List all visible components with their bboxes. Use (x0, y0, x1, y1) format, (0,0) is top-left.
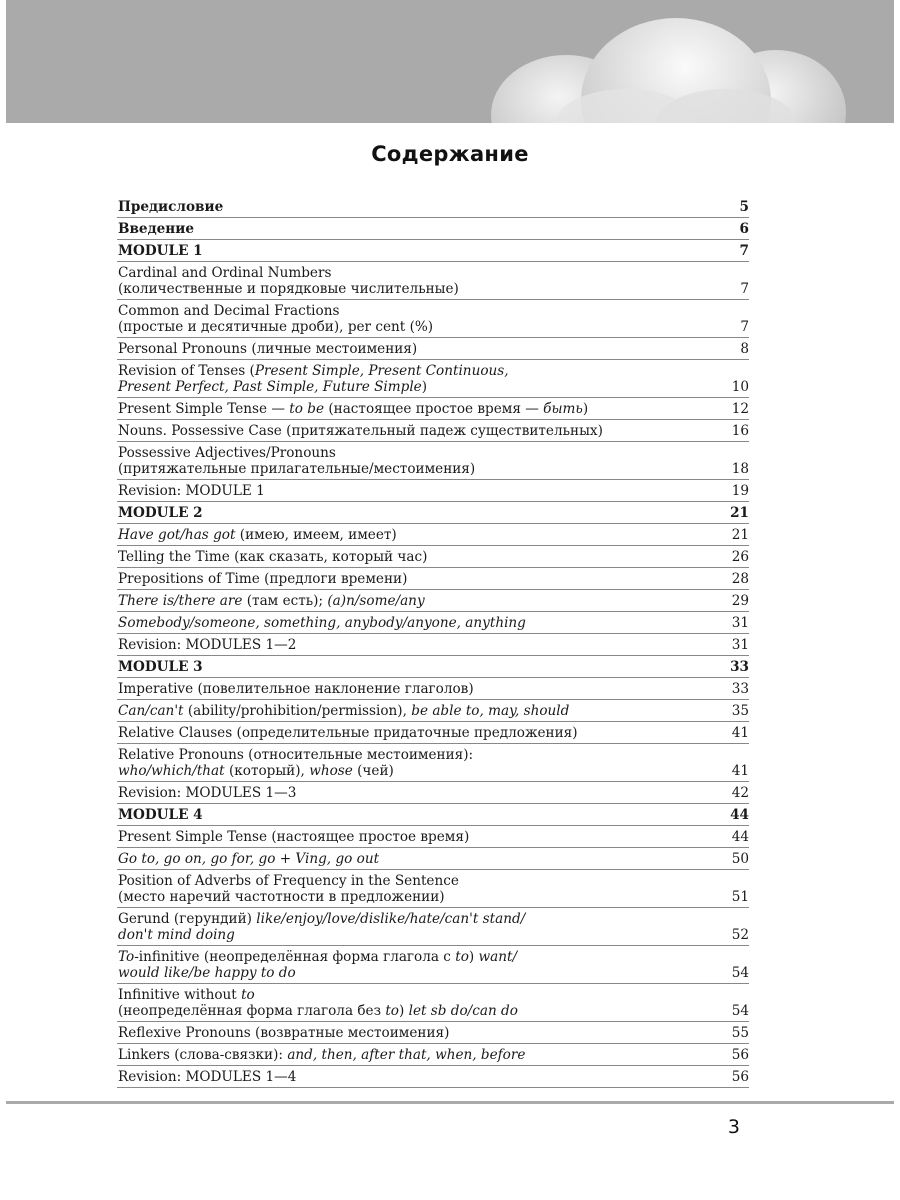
toc-entry-title (118, 615, 713, 631)
toc-entry-page: 55 (731, 1025, 749, 1041)
toc-entry-text: Present Simple, Present Continuous, Present Perfect, Past Simple, Future Simple (118, 363, 509, 395)
toc-entry-text: whose (309, 763, 353, 779)
toc-entry (117, 480, 749, 502)
toc-entry-text: Предисловие (118, 199, 224, 215)
toc-entry-title (118, 1025, 713, 1041)
toc-entry-page: 52 (731, 927, 749, 943)
toc-entry (117, 700, 749, 722)
toc-entry-page: 28 (731, 571, 749, 587)
toc-entry-title (118, 445, 713, 477)
toc-entry-page: 56 (731, 1047, 749, 1063)
toc-entry-text: Present Simple Tense — (118, 401, 290, 417)
toc-entry-title (118, 987, 713, 1019)
toc-entry (117, 546, 749, 568)
toc-entry (117, 744, 749, 782)
toc-entry (117, 300, 749, 338)
toc-entry (117, 398, 749, 420)
toc-entry-text: Revision: MODULES 1—2 (118, 637, 297, 653)
toc-entry (117, 218, 749, 240)
toc-entry-text: Infinitive without (118, 987, 242, 1003)
toc-entry-page: 7 (740, 319, 749, 335)
toc-entry (117, 678, 749, 700)
toc-entry-title (118, 829, 713, 845)
toc-entry-page: 33 (731, 681, 749, 697)
toc-entry-title (118, 265, 713, 297)
toc-entry-text: MODULE 2 (118, 505, 203, 521)
toc-entry-text: MODULE 3 (118, 659, 203, 675)
toc-entry-text: ) (468, 949, 479, 965)
toc-entry-text: Present Simple Tense (настоящее простое время) (118, 829, 470, 845)
toc-entry-page: 16 (731, 423, 749, 439)
toc-entry (117, 360, 749, 398)
toc-entry-page: 21 (730, 505, 749, 521)
toc-entry-text: Linkers (слова-связки): (118, 1047, 288, 1063)
toc-entry-title (118, 221, 713, 237)
toc-entry-text: Gerund (герундий) (118, 911, 257, 927)
toc-entry-text: Common and Decimal Fractions (простые и десятичные дроби), per cent (%) (118, 303, 434, 335)
toc-entry-text: who/which/that (118, 763, 225, 779)
toc-entry-text: MODULE 1 (118, 243, 203, 259)
toc-entry-page: 7 (740, 281, 749, 297)
toc-entry-text: Relative Pronouns (относительные местоимения): (118, 747, 474, 763)
toc-entry-page: 8 (740, 341, 749, 357)
toc-entry (117, 502, 749, 524)
toc-entry-title (118, 303, 713, 335)
toc-entry (117, 262, 749, 300)
toc-entry-text: Relative Clauses (определительные придаточные предложения) (118, 725, 578, 741)
toc-entry-text: To (118, 949, 135, 965)
toc-entry-text: Revision: MODULES 1—3 (118, 785, 297, 801)
toc-entry-text: to (385, 1003, 399, 1019)
toc-entry (117, 870, 749, 908)
toc-entry-title (118, 593, 713, 609)
toc-entry (117, 656, 749, 678)
toc-entry-title (118, 659, 713, 675)
toc-entry-title (118, 549, 713, 565)
toc-entry-title (118, 785, 713, 801)
toc-entry-page: 5 (739, 199, 749, 215)
toc-entry-text: Possessive Adjectives/Pronouns (притяжательные прилагательные/местоимения) (118, 445, 476, 477)
header-band (6, 0, 894, 123)
toc-entry-text: Prepositions of Time (предлоги времени) (118, 571, 408, 587)
toc-entry-title (118, 341, 713, 357)
toc-entry-page: 56 (731, 1069, 749, 1085)
toc-entry-text: be able to, may, should (411, 703, 570, 719)
toc-entry-text: ) (399, 1003, 409, 1019)
toc-entry-page: 29 (731, 593, 749, 609)
toc-entry-text: -infinitive (неопределённая форма глагола с (134, 949, 456, 965)
toc-entry-page: 33 (730, 659, 749, 675)
toc-entry-title (118, 873, 713, 905)
toc-entry-title (118, 851, 713, 867)
toc-entry-page: 50 (731, 851, 749, 867)
toc-entry-title (118, 243, 713, 259)
toc-entry-text: (a)n/some/any (327, 593, 425, 609)
toc-entry-text: (имею, имеем, имеет) (235, 527, 397, 543)
toc-entry-page: 19 (731, 483, 749, 499)
toc-entry (117, 240, 749, 262)
toc-entry-text: like/enjoy/love/dislike/hate/can't stand/ don't mind doing (118, 911, 526, 943)
toc-entry (117, 612, 749, 634)
toc-entry-text: let sb do/can do (408, 1003, 518, 1019)
toc-entry-title (118, 703, 713, 719)
toc-entry-page: 10 (731, 379, 749, 395)
toc-entry-title (118, 401, 713, 417)
toc-entry-page: 21 (731, 527, 749, 543)
toc-entry-text: Telling the Time (как сказать, который час) (118, 549, 428, 565)
toc-entry-text: Somebody/someone, something, anybody/anyone, anything (118, 615, 526, 631)
toc-entry-text: Can/can't (118, 703, 184, 719)
footer-divider (6, 1101, 894, 1104)
toc-entry (117, 1044, 749, 1066)
toc-entry-title (118, 423, 713, 439)
toc-entry (117, 908, 749, 946)
toc-entry-page: 31 (731, 615, 749, 631)
toc-entry-page: 31 (731, 637, 749, 653)
toc-entry (117, 826, 749, 848)
toc-entry-text: (настоящее простое время — (324, 401, 544, 417)
toc-entry-text: MODULE 4 (118, 807, 203, 823)
toc-entry-text: (ability/prohibition/permission), (183, 703, 412, 719)
toc-entry-text: Go to, go on, go for, go + Ving, go out (118, 851, 380, 867)
toc-entry-text: Have got/has got (118, 527, 236, 543)
toc-entry-text: Revision: MODULE 1 (118, 483, 265, 499)
toc-entry-text: ) (421, 379, 428, 395)
toc-entry (117, 196, 749, 218)
toc-entry (117, 590, 749, 612)
toc-entry-page: 44 (730, 807, 749, 823)
toc-entry-text: Reflexive Pronouns (возвратные местоимения) (118, 1025, 450, 1041)
page-number: 3 (727, 1116, 740, 1138)
toc-entry-text: to (455, 949, 469, 965)
toc-entry-title (118, 949, 713, 981)
toc-entry-title (118, 807, 713, 823)
toc-entry-page: 6 (739, 221, 749, 237)
toc-entry-page: 7 (739, 243, 749, 259)
toc-entry-text: Nouns. Possessive Case (притяжательный падеж существительных) (118, 423, 603, 439)
toc-entry (117, 524, 749, 546)
decorative-petals (6, 0, 894, 123)
toc-entry-page: 41 (731, 763, 749, 779)
toc-entry-text: Revision of Tenses ( (118, 363, 255, 379)
toc-entry-page: 44 (731, 829, 749, 845)
toc-entry (117, 782, 749, 804)
toc-entry (117, 848, 749, 870)
toc-entry-text: and, then, after that, when, before (287, 1047, 526, 1063)
page-title: Содержание (371, 142, 529, 166)
toc-entry-title (118, 527, 713, 543)
toc-entry-title (118, 725, 713, 741)
toc-entry-text: Revision: MODULES 1—4 (118, 1069, 297, 1085)
toc-entry-page: 41 (731, 725, 749, 741)
toc-entry-title (118, 505, 713, 521)
toc-entry-title (118, 363, 713, 395)
toc-entry-text: want/ would like/be happy to do (118, 949, 518, 981)
toc-entry-title (118, 681, 713, 697)
toc-entry (117, 442, 749, 480)
toc-entry-title (118, 571, 713, 587)
toc-entry-text: (который), (224, 763, 310, 779)
toc-entry-text: to (241, 987, 255, 1003)
toc-entry-title (118, 747, 713, 779)
toc-entry-text: (неопределённая форма глагола без (118, 1003, 382, 1019)
toc-entry-text: to be (289, 401, 325, 417)
toc-entry-text: быть (543, 401, 583, 417)
toc-entry-title (118, 637, 713, 653)
toc-entry (117, 946, 749, 984)
toc-entry-text: Position of Adverbs of Frequency in the Sentence (место наречий частотности в предложении) (118, 873, 459, 905)
toc-entry-title (118, 483, 713, 499)
toc-entry-title (118, 199, 713, 215)
toc-entry (117, 722, 749, 744)
toc-entry-title (118, 911, 713, 943)
toc-entry-text: Personal Pronouns (личные местоимения) (118, 341, 418, 357)
toc-entry-title (118, 1069, 713, 1085)
toc-entry (117, 338, 749, 360)
toc-entry-page: 18 (731, 461, 749, 477)
toc-entry (117, 568, 749, 590)
toc-entry-text: There is/there are (118, 593, 243, 609)
toc-entry-text: (там есть); (242, 593, 328, 609)
toc-entry (117, 804, 749, 826)
toc-entry (117, 420, 749, 442)
toc-entry-title (118, 1047, 713, 1063)
table-of-contents (117, 196, 749, 1088)
toc-entry-text: (чей) (352, 763, 394, 779)
toc-entry (117, 1022, 749, 1044)
toc-entry-page: 26 (731, 549, 749, 565)
toc-entry (117, 1066, 749, 1088)
toc-entry-page: 54 (731, 965, 749, 981)
toc-entry-page: 35 (731, 703, 749, 719)
toc-entry-text: Cardinal and Ordinal Numbers (количественные и порядковые числительные) (118, 265, 459, 297)
toc-entry-page: 51 (731, 889, 749, 905)
toc-entry (117, 634, 749, 656)
toc-entry-text: Imperative (повелительное наклонение глаголов) (118, 681, 474, 697)
toc-entry-page: 54 (731, 1003, 749, 1019)
toc-entry-page: 12 (731, 401, 749, 417)
toc-entry (117, 984, 749, 1022)
toc-entry-text: Введение (118, 221, 194, 237)
toc-entry-page: 42 (731, 785, 749, 801)
toc-entry-text: ) (582, 401, 589, 417)
